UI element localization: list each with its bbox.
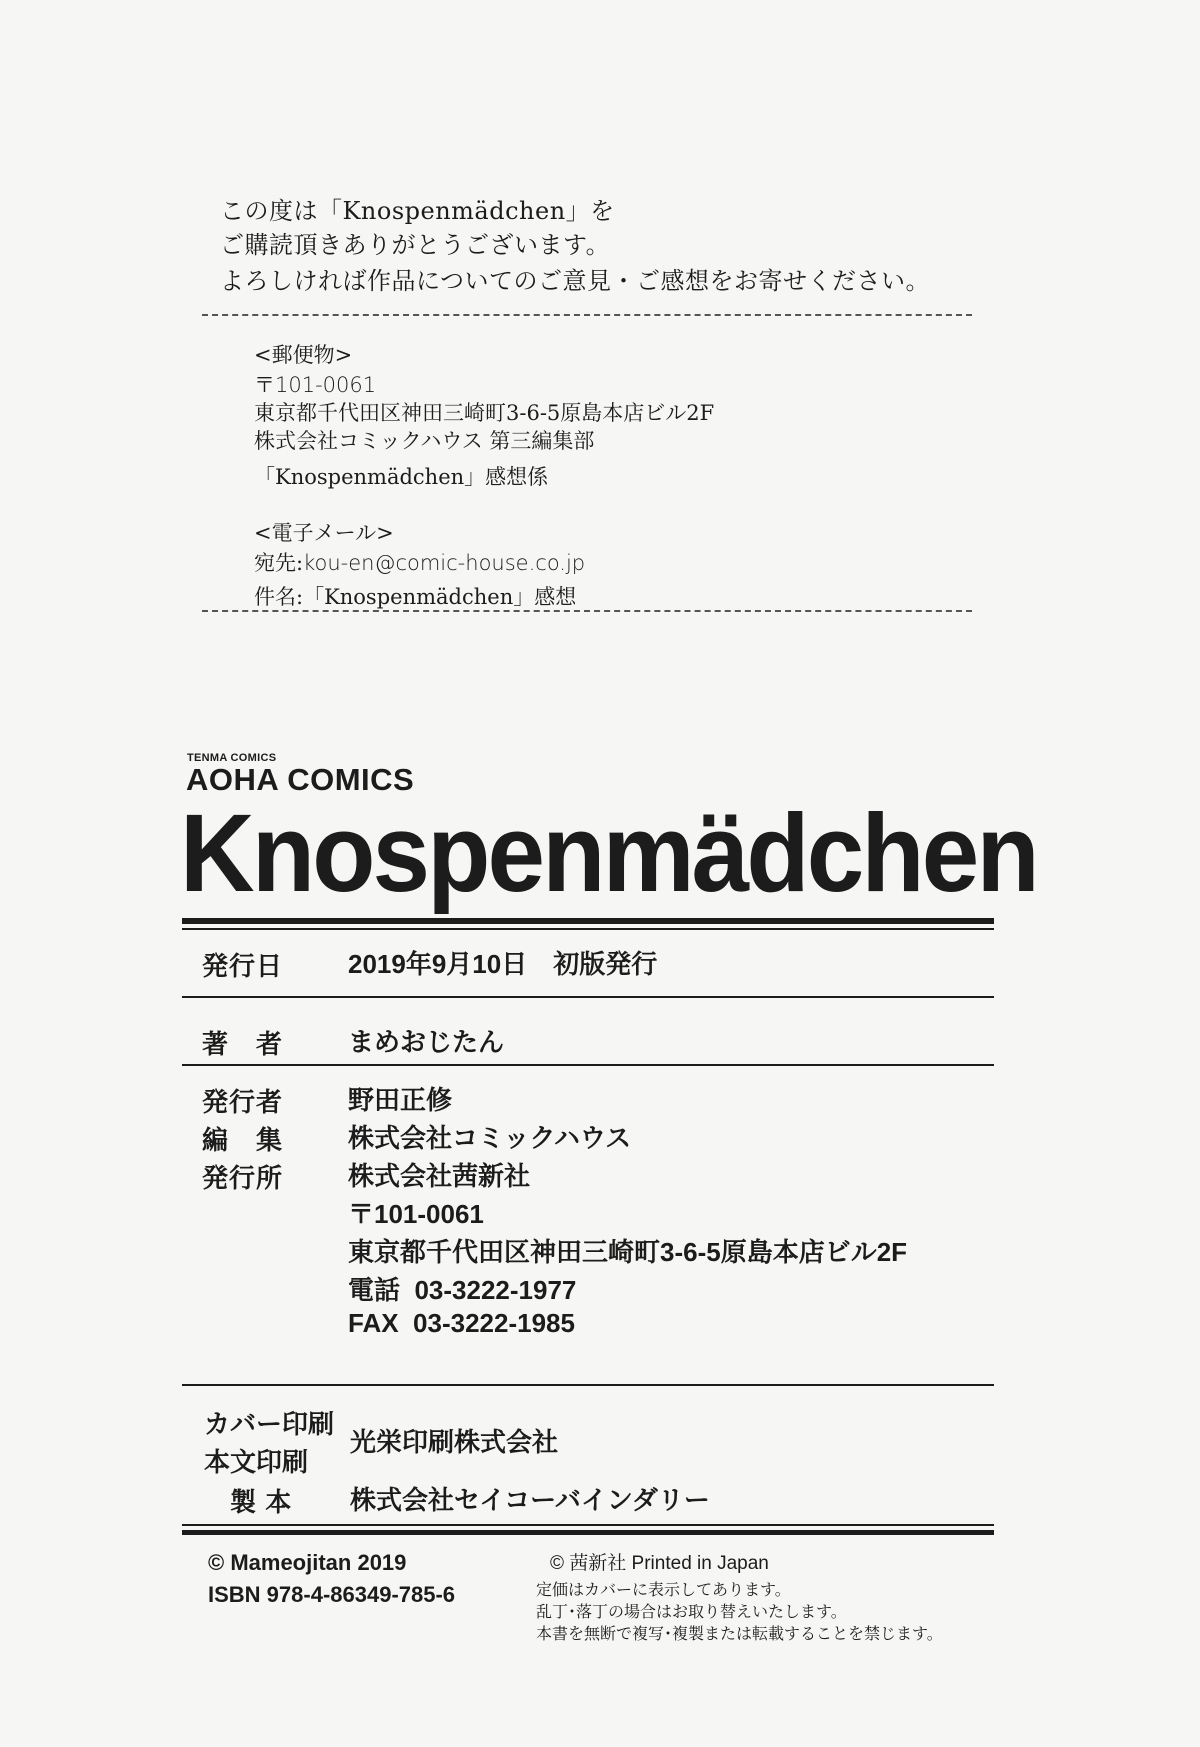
email-subject [254,582,576,612]
mail-heading: <郵便物> [254,343,353,367]
notice-price: 定価はカバーに表示してあります。 [536,1582,791,1599]
notice-defects: 乱丁･落丁の場合はお取り替えいたします。 [536,1604,847,1621]
mail-attention: 「Knospenmädchen」感想係 [254,465,549,489]
title-rule-thin [182,928,994,930]
mail-postal-code: 〒101-0061 [254,373,377,397]
rule-bottom-thick [182,1530,994,1535]
phone-number: 03-3222-1977 [414,1275,577,1305]
dashed-divider-top [202,314,972,316]
greeting-line-1: この度は「Knospenmädchen」を [220,197,615,225]
editor-value: 株式会社コミックハウス [348,1123,632,1153]
rule-after-date [182,996,994,998]
publish-date-label: 発行日 [202,951,284,981]
binding-company: 株式会社セイコーバインダリー [350,1485,710,1515]
publish-date-value: 2019年9月10日 初版発行 [348,949,658,979]
notice-copying: 本書を無断で複写･複製または転載することを禁じます。 [536,1626,943,1643]
office-value: 株式会社茜新社 [348,1161,531,1191]
office-address: 東京都千代田区神田三崎町3-6-5原島本店ビル2F [348,1237,908,1267]
book-title: Knospenmädchen [180,792,1037,915]
title-rule-thick [182,918,994,924]
isbn: ISBN 978-4-86349-785-6 [208,1582,456,1607]
greeting-line-3: よろしければ作品についてのご意見・ご感想をお寄せください。 [220,267,931,295]
printing-company: 光栄印刷株式会社 [350,1427,559,1457]
cover-printing-label: カバー印刷 [204,1409,335,1439]
office-postal-code: 〒101-0061 [348,1199,484,1229]
editor-label: 編 集 [202,1125,284,1155]
author-value: まめおじたん [348,1027,505,1057]
mail-company: 株式会社コミックハウス 第三編集部 [254,429,595,453]
rule-before-printing [182,1384,994,1386]
copyright-author: © Mameojitan 2019 [208,1550,407,1575]
author-label: 著 者 [202,1029,284,1059]
copyright-publisher: © 茜新社 Printed in Japan [550,1553,769,1574]
dashed-divider-bottom [202,610,972,612]
fax-number: 03-3222-1985 [413,1308,575,1338]
email-subject-label: 件名: [254,585,304,609]
series-small: TENMA COMICS [187,752,277,764]
rule-bottom-thin [182,1524,994,1526]
office-label: 発行所 [202,1163,284,1193]
phone-label: 電話 [348,1275,401,1305]
office-phone [348,1270,576,1307]
binding-label: 製 本 [230,1487,293,1517]
email-recipient [254,548,585,578]
publisher-label: 発行者 [202,1087,284,1117]
office-fax [348,1308,575,1339]
publisher-value: 野田正修 [348,1085,453,1115]
email-subject-value: 「Knospenmädchen」感想 [303,585,577,609]
greeting-line-2: ご購読頂きありがとうございます。 [220,231,611,259]
email-heading: <電子メール> [254,521,394,545]
mail-address: 東京都千代田区神田三崎町3-6-5原島本店ビル2F [254,401,715,425]
rule-after-author [182,1064,994,1066]
email-recipient-label: 宛先: [254,551,304,575]
series-large: AOHA COMICS [186,762,415,797]
email-address: kou-en@comic-house.co.jp [303,551,586,575]
body-printing-label: 本文印刷 [204,1447,309,1477]
fax-label: FAX [348,1308,399,1338]
